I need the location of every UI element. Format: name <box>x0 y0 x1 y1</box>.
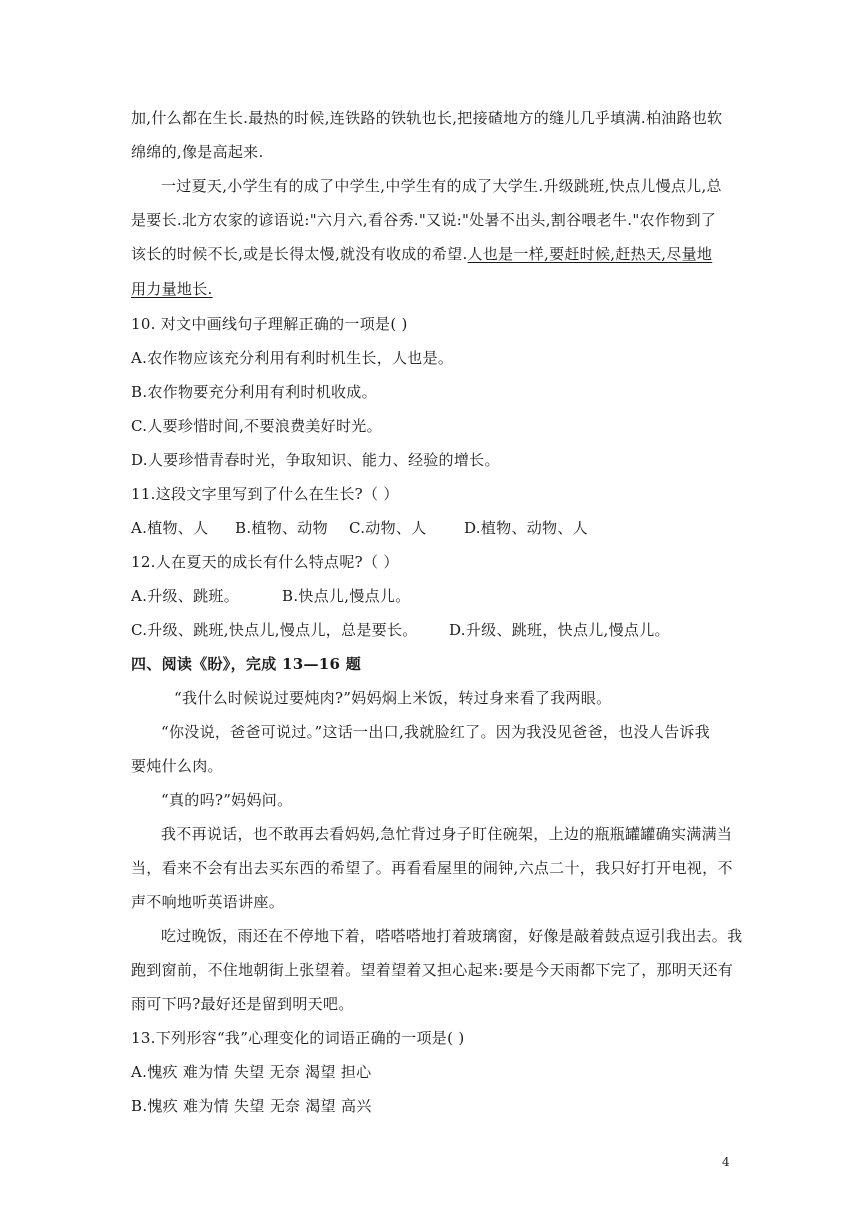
question-10-option-b: B.农作物要充分利用有利时机收成。 <box>131 383 377 401</box>
reading-line: “真的吗?”妈妈问。 <box>161 791 293 809</box>
question-11-option-c: C.动物、人 <box>349 519 427 537</box>
question-12-option-b: B.快点儿,慢点儿。 <box>282 587 411 605</box>
question-11-stem: 11.这段文字里写到了什么在生长?（ ） <box>131 485 399 503</box>
reading-line: 声不响地听英语讲座。 <box>131 893 285 911</box>
underlined-sentence: 用力量地长. <box>131 280 213 298</box>
reading-line: “我什么时候说过要炖肉?”妈妈焖上米饭，转过身来看了我两眼。 <box>174 689 612 707</box>
question-11-option-b: B.植物、动物 <box>235 519 328 537</box>
passage-text: 该长的时候不长,或是长得太慢,就没有收成的希望. <box>131 245 468 263</box>
reading-line: 吃过晚饭，雨还在不停地下着，嗒嗒嗒地打着玻璃窗，好像是敲着鼓点逗引我出去。我 <box>161 927 743 945</box>
question-12-option-a: A.升级、跳班。 <box>131 587 240 605</box>
passage-line: 加,什么都在生长.最热的时候,连铁路的铁轨也长,把接碴地方的缝儿几乎填满.柏油路也软 <box>131 109 723 127</box>
question-10-stem: 10. 对文中画线句子理解正确的一项是( ) <box>131 315 408 333</box>
reading-line: 我不再说话，也不敢再去看妈妈,急忙背过身子盯住碗架，上边的瓶瓶罐罐确实满满当 <box>161 825 733 843</box>
question-10-option-a: A.农作物应该充分利用有利时机生长，人也是。 <box>131 349 454 367</box>
passage-line: 绵绵的,像是高起来. <box>131 143 264 161</box>
passage-line: 一过夏天,小学生有的成了中学生,中学生有的成了大学生.升级跳班,快点儿慢点儿,总 <box>161 177 722 195</box>
question-12-option-c: C.升级、跳班,快点儿,慢点儿，总是要长。 <box>131 621 418 639</box>
question-13-option-a: A.愧疚 难为情 失望 无奈 渴望 担心 <box>131 1063 372 1081</box>
question-10-option-d: D.人要珍惜青春时光，争取知识、能力、经验的增长。 <box>131 451 500 469</box>
reading-line: 要炖什么肉。 <box>131 757 223 775</box>
question-11-option-a: A.植物、人 <box>131 519 209 537</box>
passage-line: 是要长.北方农家的谚语说:"六月六,看谷秀."又说:"处暑不出头,割谷喂老牛."农作物到了 <box>131 211 717 229</box>
question-11-option-d: D.植物、动物、人 <box>464 519 588 537</box>
reading-line: 雨可下吗?最好还是留到明天吧。 <box>131 995 354 1013</box>
reading-line: 跑到窗前，不住地朝街上张望着。望着望着又担心起来:要是今天雨都下完了，那明天还有 <box>131 961 734 979</box>
passage-line <box>131 244 712 264</box>
section-heading: 四、阅读《盼》，完成 13—16 题 <box>131 655 362 673</box>
question-13-stem: 13.下列形容“我”心理变化的词语正确的一项是( ) <box>131 1029 465 1047</box>
question-13-option-b: B.愧疚 难为情 失望 无奈 渴望 高兴 <box>131 1097 372 1115</box>
reading-line: 当，看来不会有出去买东西的希望了。再看看屋里的闹钟,六点二十，我只好打开电视，不 <box>131 859 733 877</box>
question-10-option-c: C.人要珍惜时间,不要浪费美好时光。 <box>131 417 382 435</box>
underlined-sentence: 人也是一样,要赶时候,赶热天,尽量地 <box>467 245 713 263</box>
question-12-option-d: D.升级、跳班，快点儿,慢点儿。 <box>449 621 670 639</box>
page-number: 4 <box>722 1155 730 1169</box>
reading-line: “你没说，爸爸可说过。”这话一出口,我就脸红了。因为我没见爸爸，也没人告诉我 <box>161 723 711 741</box>
question-12-stem: 12.人在夏天的成长有什么特点呢?（ ） <box>131 553 399 571</box>
